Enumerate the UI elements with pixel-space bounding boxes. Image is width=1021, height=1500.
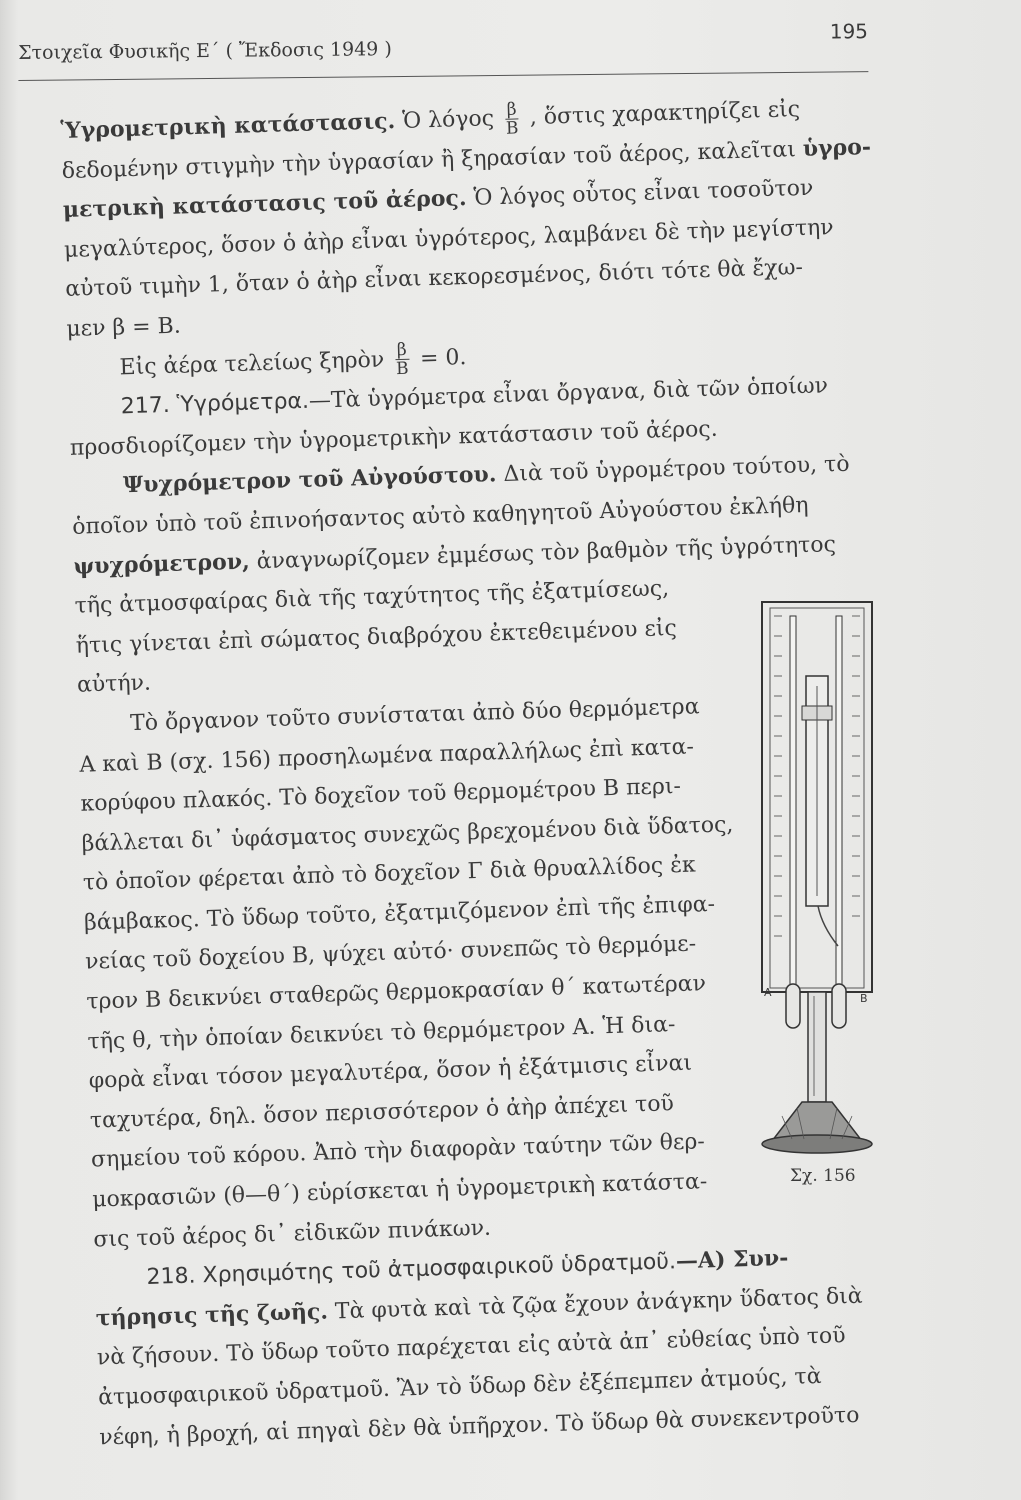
- bold-term: —Α) Συν-: [675, 1245, 789, 1275]
- section-217-heading: 217. Ὑγρόμετρα.: [120, 388, 310, 420]
- text-line: Α καὶ Β (σχ. 156) προσηλωμένα παραλλήλως ἐπὶ κατα-: [79, 733, 695, 778]
- humidity-state-title: Ὑγρομετρικὴ κατάστασις.: [60, 108, 396, 144]
- fraction-denominator: Β: [505, 117, 519, 139]
- text-line: ὁποῖον ὑπὸ τοῦ ἐπινοήσαντος αὐτὸ καθηγητοῦ Αὐγούστου ἐκλήθη: [71, 492, 809, 540]
- text-fragment: , ὅστις χαρακτηρίζει εἰς: [529, 97, 801, 131]
- text-fragment: Ὁ λόγος οὗτος εἶναι τοσοῦτον: [466, 175, 814, 212]
- fraction-numerator: β: [506, 98, 517, 120]
- psychrometer-drawing: [752, 596, 882, 1186]
- text-line: ταχυτέρα, δηλ. ὅσον περισσότερον ὁ ἀὴρ ἀπέχει τοῦ: [89, 1091, 675, 1134]
- bold-term: ψυχρόμετρον,: [73, 548, 251, 580]
- text-line: Τὸ ὄργανον τοῦτο συνίσταται ἀπὸ δύο θερμόμετρα: [129, 694, 700, 737]
- text-fragment: Διὰ τοῦ ὑγρομέτρου τούτου, τὸ: [496, 452, 850, 488]
- text-line: τρον Β δεικνύει σταθερῶς θερμοκρασίαν θ΄ κατωτέραν: [86, 971, 707, 1015]
- text-line: τῆς ἀτμοσφαίρας διὰ τῆς ταχύτητος τῆς ἐξατμίσεως,: [74, 576, 670, 619]
- running-title: Στοιχεῖα Φυσικῆς Ε΄ ( Ἔκδοσις 1949 ): [18, 38, 392, 64]
- text-line: νέφη, ἡ βροχή, αἱ πηγαὶ δὲν θὰ ὑπῆρχον. Τὸ ὕδωρ θὰ συνεκεντροῦτο: [98, 1402, 860, 1451]
- text-line: σημείου τοῦ κόρου. Ἀπὸ τὴν διαφορὰν ταύτην τῶν θερ-: [90, 1129, 706, 1173]
- text-fragment: δεδομένην στιγμὴν τὴν ὑγρασίαν ἢ ξηρασίαν τοῦ ἀέρος, καλεῖται: [61, 136, 797, 184]
- text-line: μοκρασιῶν (θ—θ΄) εὑρίσκεται ἡ ὑγρομετρικὴ κατάστα-: [91, 1169, 708, 1213]
- figure-caption: Σχ. 156: [790, 1166, 856, 1186]
- text-line: ἥτις γίνεται ἐπὶ σώματος διαβρόχου ἐκτεθειμένου εἰς: [75, 615, 678, 659]
- ratio-fraction: [395, 341, 410, 378]
- bold-term: τήρησις τῆς ζωῆς.: [95, 1298, 329, 1332]
- thermometer-b-label: Β: [860, 992, 868, 1005]
- bold-term: μετρικὴ κατάστασις τοῦ ἀέρος.: [62, 185, 467, 224]
- section-218-heading: 218. Χρησιμότης τοῦ ἀτμοσφαιρικοῦ ὑδρατμοῦ.: [146, 1249, 677, 1291]
- psychrometer-figure: [752, 596, 882, 1186]
- text-line: ἀτμοσφαιρικοῦ ὑδρατμοῦ. Ἂν τὸ ὕδωρ δὲν ἐξέπεμπεν ἀτμούς, τὰ: [97, 1363, 822, 1411]
- text-fragment: = 0.: [419, 344, 467, 371]
- text-fragment: Εἰς ἀέρα τελείως ξηρὸν: [119, 347, 385, 380]
- text-fragment: Ὁ λόγος: [401, 106, 495, 134]
- psychrometer-title: Ψυχρόμετρον τοῦ Αὐγούστου.: [122, 461, 497, 499]
- text-line: προσδιορίζομεν τὴν ὑγρομετρικὴν κατάστασιν τοῦ ἀέρος.: [69, 416, 718, 461]
- fraction-numerator: β: [396, 339, 408, 361]
- text-line: τὸ ὁποῖον φέρεται ἀπὸ τὸ δοχεῖον Γ διὰ θρυαλλίδος ἐκ: [82, 852, 697, 896]
- text-line: τῆς θ, τὴν ὁποίαν δεικνύει τὸ θερμόμετρον Α. Ἡ δια-: [87, 1011, 676, 1055]
- text-line: βάμβακος. Τὸ ὕδωρ τοῦτο, ἐξατμιζόμενον ἐπὶ τῆς ἐπιφα-: [83, 891, 716, 936]
- text-line: σις τοῦ ἀέρος δι᾽ εἰδικῶν πινάκων.: [93, 1215, 492, 1253]
- text-line: νείας τοῦ δοχείου Β, ψύχει αὐτό· συνεπῶς τὸ θερμόμε-: [84, 931, 697, 976]
- page-number: 195: [829, 19, 869, 44]
- bold-term: ὑγρο-: [802, 133, 872, 162]
- text-fragment: —Τὰ ὑγρόμετρα εἶναι ὄργανα, διὰ τῶν ὁποίων: [308, 373, 829, 414]
- page-header: [18, 19, 869, 81]
- fraction-denominator: Β: [395, 358, 409, 380]
- text-line: μεν β = Β.: [66, 313, 182, 342]
- text-fragment: ἀναγνωρίζομεν ἐμμέσως τὸν βαθμὸν τῆς ὑγρότητος: [249, 531, 837, 575]
- thermometer-a-label: Α: [764, 986, 772, 999]
- text-line: αὐτοῦ τιμὴν 1, ὅταν ὁ ἀὴρ εἶναι κεκορεσμένος, διότι τότε θὰ ἔχω-: [64, 255, 804, 303]
- text-line: βάλλεται δι᾽ ὑφάσματος συνεχῶς βρεχομένου διὰ ὕδατος,: [81, 812, 734, 857]
- text-line: κορύφου πλακός. Τὸ δοχεῖον τοῦ θερμομέτρου Β περι-: [80, 773, 682, 817]
- text-line: φορὰ εἶναι τόσον μεγαλυτέρα, ὅσον ἡ ἐξάτμισις εἶναι: [88, 1050, 693, 1094]
- text-fragment: Τὰ φυτὰ καὶ τὰ ζῷα ἔχουν ἀνάγκην ὕδατος διὰ: [327, 1283, 863, 1325]
- ratio-fraction: [505, 100, 520, 137]
- text-line: μεγαλύτερος, ὅσον ὁ ἀὴρ εἶναι ὑγρότερος, λαμβάνει δὲ τὴν μεγίστην: [63, 214, 834, 263]
- text-line: νὰ ζήσουν. Τὸ ὕδωρ τοῦτο παρέχεται εἰς αὐτὰ ἀπ᾽ εὐθείας ὑπὸ τοῦ: [96, 1323, 846, 1371]
- text-line: αὐτήν.: [76, 670, 152, 699]
